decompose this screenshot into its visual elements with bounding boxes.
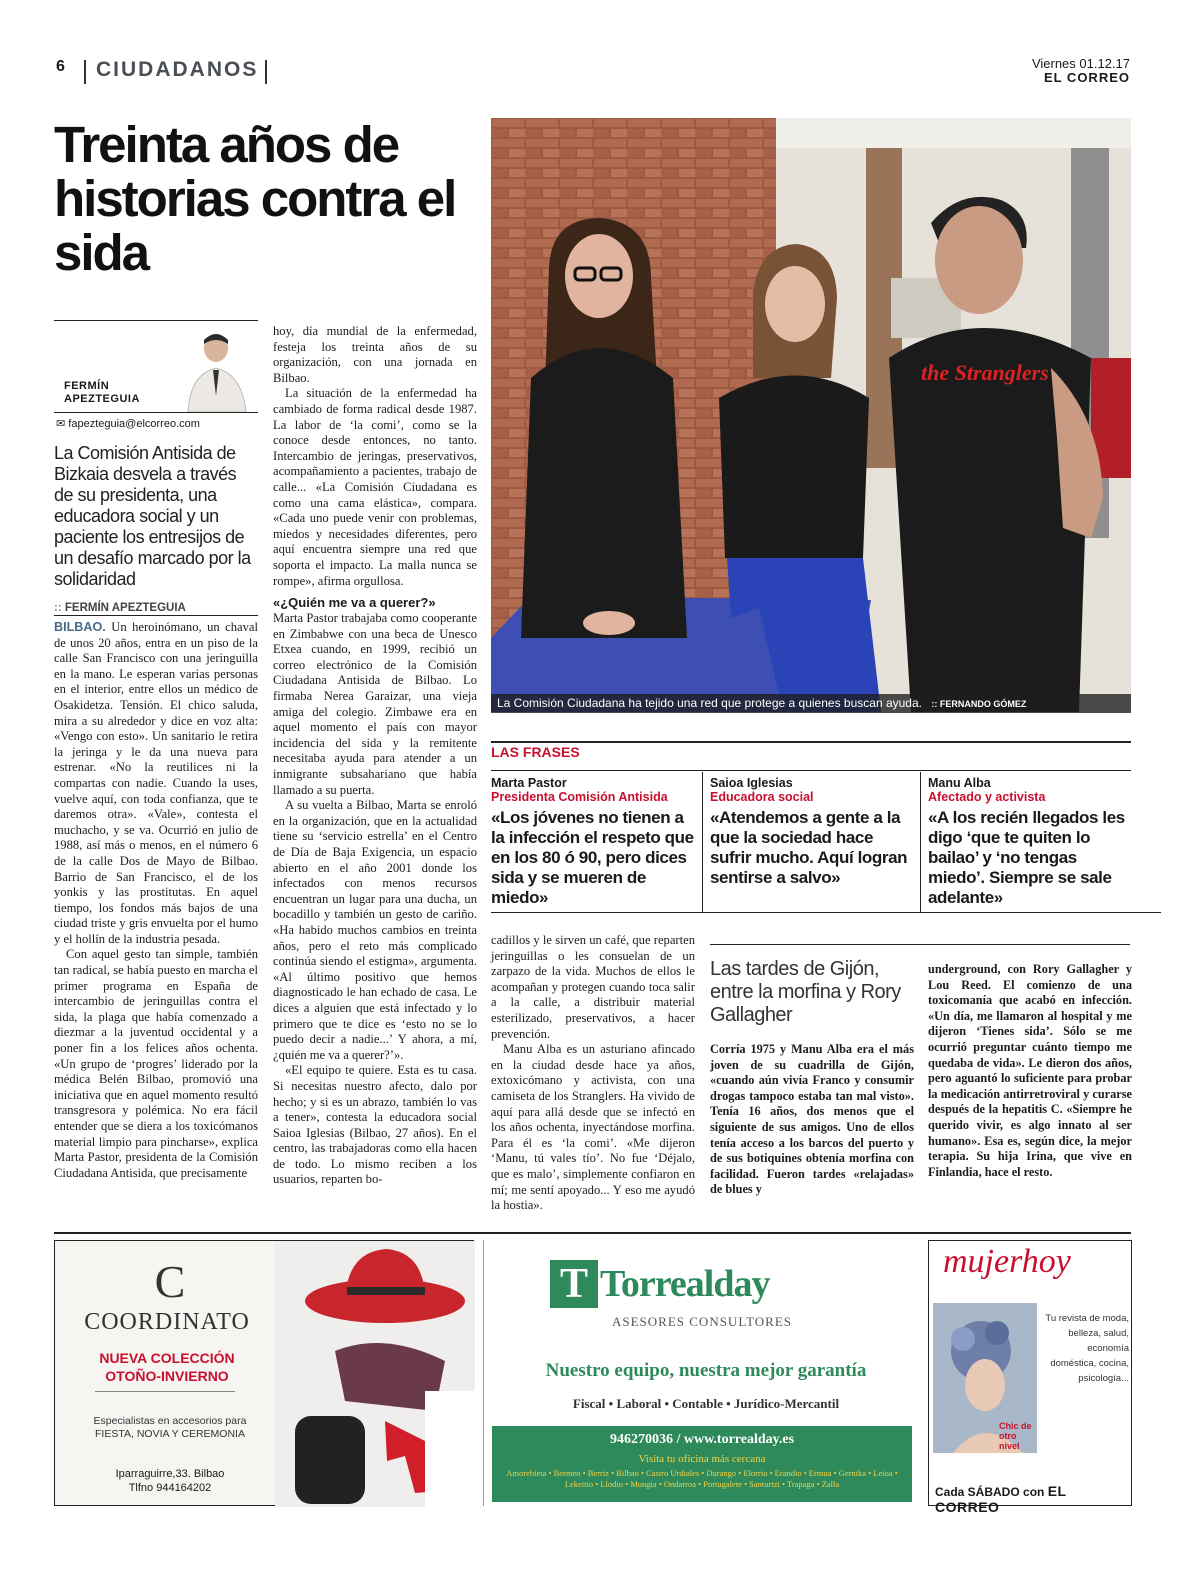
- shirt-print: the Stranglers: [921, 360, 1049, 385]
- byline: [54, 602, 258, 616]
- ad-brand: Torrealday: [600, 1263, 770, 1305]
- divider: [491, 912, 1161, 913]
- paragraph: Un heroinómano, un chaval de unos 20 años, entra en un piso de la calle San Francisco con una jeringuilla en la mano. Le esperan varias personas en el interior, entre ellos un médico de Osakidetza. Tensión. El chico saluda, mira a su alrededor y dice en voz alta: «Vengo con esto». Un sanitario le retira la jeringa y le da una nueva para estrenar. «No la reutilices ni la compartas con nadie. Cuando la uses, vuelve aquí, con toda confianza, que te daremos otra». «Vale», contesta el muchacho, y se va. Ocurrió en julio de 1988, así más o menos, en el número 6 de la calle Dos de Mayo de Bilbao. Barrio de San Francisco, el de los yonkis y las prostitutas. En aquel tiempo, los fondos más bajos de una ciudad triste y gris envuelta por el humo y el hollín de la industria pesada.: [54, 620, 259, 946]
- ad-subtitle: ASESORES CONSULTORES: [611, 1314, 793, 1329]
- logo-c-icon: C: [154, 1256, 186, 1307]
- article-subtitle: «¿Quién me va a querer?»: [273, 595, 436, 611]
- ad-visit: Visita tu oficina más cercana: [638, 1453, 766, 1465]
- quote-person: Saioa Iglesias: [710, 776, 793, 790]
- quote-role: Educadora social: [710, 790, 814, 804]
- quote-role: Afectado y activista: [928, 790, 1046, 804]
- sidebar-column-2: [928, 962, 1132, 1180]
- ad-contact-box: [492, 1426, 912, 1502]
- sidebar-column-1: [710, 1042, 914, 1198]
- paragraph: underground, con Rory Gallagher y Lou Reed. El comienzo de una toxicomanía que acabó en infección. «Un día, me llamaron al hospital y me dijeron ‘Tienes sida’. Sólo se me ocurrió preguntar cuánto tiempo me quedaba de vida». Le dieron dos años, pero aguantó lo suficiente para probar la medicación antirretroviral y curarse después de la hepatitis C. «Siempre he querido vivir, es algo innato al ser humano». Esa es, según dice, la mejor terapia. Su hija Irina, que vive en Finlandia, hace el resto.: [928, 962, 1132, 1179]
- headline: Treinta años de historias contra el sida: [54, 116, 456, 281]
- divider: [920, 772, 921, 912]
- subheadline: La Comisión Antisida de Bizkaia desvela a través de su presidenta, una educadora social y un paciente los entresijos de un desafío marcado por la solidaridad: [54, 443, 251, 589]
- ad-description: Tu revista de moda, belleza, salud, economía doméstica, cocina, psicología...: [1045, 1313, 1129, 1384]
- ad-website[interactable]: www.torrealday.es: [683, 1432, 795, 1447]
- quote-person: Marta Pastor: [491, 776, 567, 790]
- author-name: FERMÍN APEZTEGUIA: [64, 380, 140, 405]
- author-email[interactable]: fapezteguia@elcorreo.com: [68, 418, 200, 430]
- ad-description: Especialistas en accesorios para FIESTA, NOVIA Y CEREMONIA: [93, 1415, 247, 1440]
- quote-person: Manu Alba: [928, 776, 991, 790]
- collection-line: NUEVA COLECCIÓN: [99, 1350, 235, 1366]
- divider: [483, 1240, 484, 1506]
- quote-text: «A los recién llegados les digo ‘que te quiten lo bailao’ y ‘no tengas miedo’. Siempre se sale adelante»: [928, 808, 1125, 907]
- divider: [702, 772, 703, 912]
- envelope-icon: ✉: [56, 418, 66, 430]
- divider: [491, 741, 1131, 743]
- ad-footer: [935, 1483, 1131, 1515]
- divider: [54, 320, 258, 321]
- ad-brand: COORDINATO: [84, 1309, 250, 1335]
- footer-text: Cada SÁBADO con: [935, 1485, 1045, 1499]
- ornament-divider: [95, 1391, 235, 1392]
- ad-brand: mujerhoy: [943, 1243, 1071, 1280]
- ad-mujerhoy[interactable]: [928, 1240, 1132, 1515]
- coordinato-logo: [110, 1256, 230, 1307]
- torrealday-logo-icon: T: [550, 1260, 598, 1308]
- photo-credit: :: FERNANDO GÓMEZ: [931, 699, 1027, 709]
- page-number: 6: [56, 58, 65, 75]
- quote-text: «Los jóvenes no tienen a la infección el respeto que en los 80 ó 90, pero dices sida y se mueren de miedo»: [491, 808, 694, 907]
- quote-text: «Atendemos a gente a la que la sociedad hace sufrir mucho. Aquí logran sentirse a salvo»: [710, 808, 908, 887]
- paragraph: Corría 1975 y Manu Alba era el más joven de su cuadrilla de Gijón, «cuando aún vivía Franco y consumir drogas tampoco estaba tan mal visto». Tenía 16 años, dos menos que el siguiente de sus amigos. Uno de ellos tenía acceso a los barcos del puerto y de sus botiquines obtenía morfina con facilidad. Fueron tardes «relajadas» de blues y: [710, 1042, 914, 1197]
- author-email-row: [56, 417, 200, 430]
- ad-slogan: Nuestro equipo, nuestra mejor garantía: [545, 1360, 867, 1381]
- issue-date: Viernes 01.12.17: [1031, 56, 1130, 71]
- article-column-1: [54, 620, 258, 1181]
- quote-block: [710, 776, 915, 888]
- article-column-3: [491, 933, 695, 1214]
- paragraph: cadillos y le sirven un café, que reparten jeringuillas o les consuelan de un zarpazo de la vida. Muchos de ellos le acompañan y protegen cuando toca salir a la calle, a distribuir material esterilizado, preservativos, a hacer prevención.: [491, 933, 695, 1041]
- sidebar-title: Las tardes de Gijón, entre la morfina y Rory Gallagher: [710, 958, 901, 1026]
- ad-phone: Tlfno 944164202: [128, 1482, 212, 1494]
- ad-phone[interactable]: 946270036: [609, 1432, 673, 1447]
- paragraph: Marta Pastor trabajaba como cooperante en Zimbabwe con una beca de Unesco Etxea cuando, en 1999, recibió un correo electrónico de la Comisión Ciudadana Antisida de Bilbao. Lo firmaba Nerea Garaizar, una vieja amiga del colegio. Zimbawe era en aquel momento el país con mayor incidencia del sida y la remitente necesitaba ayuda para atender a un inmigrante subsahariano que había llamado a su puerta.: [273, 611, 477, 797]
- divider: [710, 944, 1130, 945]
- divider: [491, 770, 1131, 771]
- section-title: CIUDADANOS: [96, 58, 259, 81]
- collection-line: OTOÑO-INVIERNO: [105, 1368, 229, 1384]
- ad-services: Fiscal • Laboral • Contable • Jurídico-Mercantil: [572, 1396, 840, 1411]
- author-photo: [180, 326, 250, 412]
- paragraph: hoy, día mundial de la enfermedad, festeja los treinta años de su organización, con una jornada en Bilbao.: [273, 324, 477, 385]
- article-column-2: [273, 324, 477, 1188]
- quotes-title: LAS FRASES: [491, 744, 580, 760]
- caption-text: La Comisión Ciudadana ha tejido una red que protege a quienes buscan ayuda.: [497, 696, 922, 710]
- ad-address: Iparraguirre,33. Bilbao: [115, 1468, 225, 1480]
- divider: [54, 412, 258, 413]
- quote-role: Presidenta Comisión Antisida: [491, 790, 668, 804]
- ad-torrealday[interactable]: [492, 1240, 920, 1506]
- section-divider: [265, 60, 267, 84]
- credit-name: FERNANDO GÓMEZ: [939, 699, 1027, 709]
- paper-name: EL CORREO: [1043, 70, 1130, 85]
- cover-headline: Chic de otro nivel: [999, 1421, 1032, 1451]
- photo-caption: [491, 694, 1131, 713]
- paragraph: La situación de la enfermedad ha cambiado de forma radical desde 1987. La labor de ‘la comi’, como se la conoce desde entonces, no tanto. Intercambio de jeringas, preservativos, acompañamiento a pacientes, trabajo de calle... «La Comisión Ciudadana es como una cama elástica», compara. «Cada uno puede venir con problemas, miedos y necesidades diferentes, pero aquí encuentra siempre una red que soporta el impacto. La malla nunca se rompe», afirma orgullosa.: [273, 386, 477, 588]
- ad-towns: Amorebieta • Bermeo • Berriz • Bilbao • Castro Urdiales • Durango • Elorrio • Erandio • Ermua • Gernika • Leioa • Lekeitio • Llodio • Mungia • Ondarroa • Portugalete • Santurtzi • Trapaga • Zalla: [506, 1468, 898, 1489]
- ad-phone-web: 946270036 / www.torrealday.es: [609, 1432, 795, 1447]
- footer-paper: EL CORREO: [935, 1483, 1067, 1515]
- section-divider: [84, 60, 86, 84]
- ad-collection: [67, 1349, 267, 1385]
- byline-name: FERMÍN APEZTEGUIA: [64, 602, 186, 614]
- ad-product-photo: [275, 1241, 475, 1507]
- divider: [54, 1232, 1131, 1234]
- dateline: BILBAO.: [54, 620, 106, 634]
- paragraph: A su vuelta a Bilbao, Marta se enroló en la organización, que en la actualidad tiene su ‘servicio estrella’ en el Centro de Día de Baja Exigencia, un espacio abierto en el año 2001 donde los infectados con menos recursos encuentran un lugar para una ducha, un bocadillo y también un gesto de cariño. «Ha habido muchos cambios en treinta años, pero el reto más complicado continúa siendo el estigma», argumenta. «Al último positivo que hemos diagnosticado le han echado de casa. Le dices a alguien que está infectado y lo primero que te dice es ‘esto no se lo puedo decir a nadie...’ Y ahora, a mí, ¿quién me va a querer?’».: [273, 798, 477, 1062]
- quote-block: [928, 776, 1132, 908]
- paragraph: Manu Alba es un asturiano afincado en la ciudad desde hace ya años, extoxicómano y activista, con una camiseta de los Stranglers. Ha vivido de aquí para allá desde que se infectó en los años ochenta, inyectándose morfina. Para él es ‘la comi’. «Me dijeron ‘Manu, tú vales tío’. No fue ‘Déjalo, que es malo’, simplemente confiaron en mí; me sentí apoyado... Y eso me ayudó la hostia».: [491, 1042, 695, 1213]
- paragraph: Con aquel gesto tan simple, también tan radical, se había puesto en marcha el primer programa en España de intercambio de jeringuillas contra el sida, la plaga que había comenzado a diezmar a la juventud occidental y a poner fin a los felices años ochenta. «Un grupo de ‘progres’ liderado por la médica Belén Bilbao, promovió una iniciativa que en aquel momento resultó transgresora y polémica. No era fácil entender que se diera a los toxicómanos material limpio para pincharse», explica Marta Pastor, presidenta de la Comisión Ciudadana Antisida, que precisamente: [54, 947, 258, 1180]
- quote-block: [491, 776, 699, 908]
- ad-coordinato[interactable]: [54, 1240, 474, 1506]
- byline-marker-icon: ::: [54, 602, 62, 614]
- magazine-cover: [933, 1303, 1037, 1453]
- main-photo: [491, 118, 1131, 712]
- paragraph: «El equipo te quiere. Esta es tu casa. Si necesitas nuestro afecto, dalo por hecho; y si es un abrazo, también lo vas a tener», contesta la educadora social Saioa Iglesias (Bilbao, 27 años). En el centro, las trabajadoras como ella hacen de todo. Lo mismo reciben a los usuarios, reparten bo-: [273, 1063, 477, 1187]
- ad-contact: [85, 1467, 255, 1495]
